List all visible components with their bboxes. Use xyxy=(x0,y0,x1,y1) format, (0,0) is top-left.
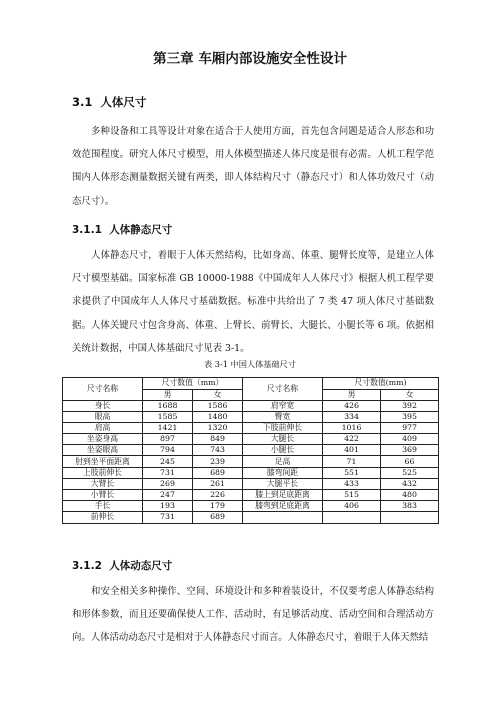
table-cell-value: 383 xyxy=(381,501,439,512)
col-header-male: 男 xyxy=(143,389,193,400)
subsection-title: 人体静态尺寸 xyxy=(109,224,173,236)
col-header-values: 尺寸数值（mm） xyxy=(143,378,243,390)
subsection-heading-static xyxy=(72,222,172,237)
table-cell-value: 743 xyxy=(193,445,243,456)
table-cell-value: 1586 xyxy=(193,400,243,411)
table-cell-value: 406 xyxy=(323,501,381,512)
col-header-female: 女 xyxy=(193,389,243,400)
dynamic-line: 和形体参数，而且还要确保使人工作、活动时，有足够活动度、活动空间和合理活动方 xyxy=(72,609,434,621)
table-cell-value: 897 xyxy=(143,434,193,445)
body-size-table xyxy=(62,377,439,524)
subsection-title: 人体动态尺寸 xyxy=(109,560,173,572)
table-cell-value: 193 xyxy=(143,501,193,512)
table-cell-value: 1585 xyxy=(143,411,193,422)
intro-line: 效范围程度。研究人体尺寸模型，用人体模型描述人体尺度是很有必需。人机工程学范 xyxy=(72,149,434,161)
table-cell-value: 334 xyxy=(323,411,381,422)
table-row xyxy=(63,411,439,422)
table-cell-value: 395 xyxy=(381,411,439,422)
table-cell-value: 1480 xyxy=(193,411,243,422)
table-cell-name: 上肢前伸长 xyxy=(63,467,143,478)
table-cell-name: 肩窄宽 xyxy=(243,400,323,411)
subsection-number: 3.1.2 xyxy=(72,560,102,572)
section-number: 3.1 xyxy=(72,95,93,109)
table-cell-name: 膝弯到足底距离 xyxy=(243,501,323,512)
table-cell-value: 392 xyxy=(381,400,439,411)
static-line: 人体静态尺寸，着眼于人体天然结构，比如身高、体重、腿臂长度等，是建立人体 xyxy=(91,250,434,261)
table-cell-name: 小臂长 xyxy=(63,490,143,501)
table-cell-value: 731 xyxy=(143,512,193,523)
dynamic-line: 和安全相关多种操作、空间、环境设计和多种着装设计，不仅要考虑人体静态结构 xyxy=(91,586,434,597)
table-row xyxy=(63,501,439,512)
table-cell-name: 大臂长 xyxy=(63,478,143,489)
table-row xyxy=(63,490,439,501)
table-cell-value: 794 xyxy=(143,445,193,456)
table-cell-value: 977 xyxy=(381,422,439,433)
table-cell-value: 689 xyxy=(193,512,243,523)
col-header-name: 尺寸名称 xyxy=(63,378,143,401)
table-cell-value: 261 xyxy=(193,478,243,489)
table-cell-value: 401 xyxy=(323,445,381,456)
table-cell-name: 小腿长 xyxy=(243,445,323,456)
table-row xyxy=(63,478,439,489)
col-header-female: 女 xyxy=(381,389,439,400)
table-cell-name: 前伸长 xyxy=(63,512,143,523)
table-cell-name: 大腿长 xyxy=(243,434,323,445)
table-cell-value: 689 xyxy=(193,467,243,478)
table-cell-value: 849 xyxy=(193,434,243,445)
table-cell-value: 247 xyxy=(143,490,193,501)
table-cell-value: 551 xyxy=(323,467,381,478)
dynamic-line: 向。人体活动动态尺寸是相对于人体静态尺寸而言。人体静态尺寸，着眼于人体天然结 xyxy=(72,632,429,644)
static-line: 人体关键尺寸包含身高、体重、上臂长、前臂长、大腿长、小腿长等 6 项。依据相关统 xyxy=(72,319,434,354)
intro-line: 态尺寸）。 xyxy=(72,195,115,207)
subsection-number: 3.1.1 xyxy=(72,224,102,236)
table-cell-value xyxy=(381,512,439,523)
table-cell-value: 179 xyxy=(193,501,243,512)
table-cell-name: 膝上到足底距离 xyxy=(243,490,323,501)
table-cell-name: 手长 xyxy=(63,501,143,512)
table-caption: 表 3-1 中国人体基础尺寸 xyxy=(203,359,297,369)
table-cell-value: 515 xyxy=(323,490,381,501)
table-row xyxy=(63,512,439,523)
static-paragraph xyxy=(72,244,434,360)
table-cell-value: 239 xyxy=(193,456,243,467)
table-cell-value: 71 xyxy=(323,456,381,467)
intro-paragraph xyxy=(72,120,434,213)
table-cell-name: 足高 xyxy=(243,456,323,467)
table-header-row xyxy=(63,378,439,390)
table-cell-value: 422 xyxy=(323,434,381,445)
static-line: 计数据，中国人体基础尺寸见表 3-1。 xyxy=(90,342,250,354)
table-cell-value: 1421 xyxy=(143,422,193,433)
table-cell-name: 眼高 xyxy=(63,411,143,422)
table-row xyxy=(63,456,439,467)
static-line: 提供了中国成年人人体尺寸基础数据。标准中共给出了 7 类 47 项人体尺寸基础数据。 xyxy=(72,296,434,331)
table-cell-value: 226 xyxy=(193,490,243,501)
table-cell-name: 臀宽 xyxy=(243,411,323,422)
table-cell-value: 66 xyxy=(381,456,439,467)
table-cell-value xyxy=(323,512,381,523)
table-cell-name xyxy=(243,512,323,523)
intro-line: 多种设备和工具等设计对象在适合于人使用方面，首先包含问题是适合人形态和功 xyxy=(91,126,434,137)
table-cell-name: 坐姿身高 xyxy=(63,434,143,445)
table-cell-name: 肘到坐平面距离 xyxy=(63,456,143,467)
table-cell-value: 269 xyxy=(143,478,193,489)
table-cell-value: 433 xyxy=(323,478,381,489)
table-row xyxy=(63,445,439,456)
subsection-heading-dynamic xyxy=(72,558,172,573)
intro-line: 围内人体形态测量数据关键有两类，即人体结构尺寸（静态尺寸）和人体功效尺寸（动 xyxy=(72,172,434,184)
table-cell-name: 坐姿眼高 xyxy=(63,445,143,456)
chapter-title: 第三章 车厢内部设施安全性设计 xyxy=(153,51,347,67)
table-cell-name: 身长 xyxy=(63,400,143,411)
table-row xyxy=(63,467,439,478)
section-title: 人体尺寸 xyxy=(100,95,147,109)
table-cell-value: 432 xyxy=(381,478,439,489)
table-cell-name: 膝弯间距 xyxy=(243,467,323,478)
table-cell-value: 731 xyxy=(143,467,193,478)
table-cell-value: 525 xyxy=(381,467,439,478)
table-cell-value: 426 xyxy=(323,400,381,411)
table-cell-value: 369 xyxy=(381,445,439,456)
table-cell-value: 1320 xyxy=(193,422,243,433)
static-line: 尺寸模型基础。国家标准 GB 10000-1988《中国成年人人体尺寸》根据人机工程学要求 xyxy=(72,273,434,308)
table-cell-name: 下肢前伸长 xyxy=(243,422,323,433)
table-row xyxy=(63,400,439,411)
table-cell-value: 245 xyxy=(143,456,193,467)
table-row xyxy=(63,422,439,433)
table-cell-value: 480 xyxy=(381,490,439,501)
table-cell-value: 1688 xyxy=(143,400,193,411)
table-cell-value: 1016 xyxy=(323,422,381,433)
col-header-name: 尺寸名称 xyxy=(243,378,323,401)
col-header-male: 男 xyxy=(323,389,381,400)
table-row xyxy=(63,434,439,445)
col-header-values: 尺寸数值(mm) xyxy=(323,378,439,390)
dynamic-paragraph xyxy=(72,580,434,650)
table-cell-value: 409 xyxy=(381,434,439,445)
table-cell-name: 大腿平长 xyxy=(243,478,323,489)
table-cell-name: 肩高 xyxy=(63,422,143,433)
section-heading xyxy=(72,94,146,110)
